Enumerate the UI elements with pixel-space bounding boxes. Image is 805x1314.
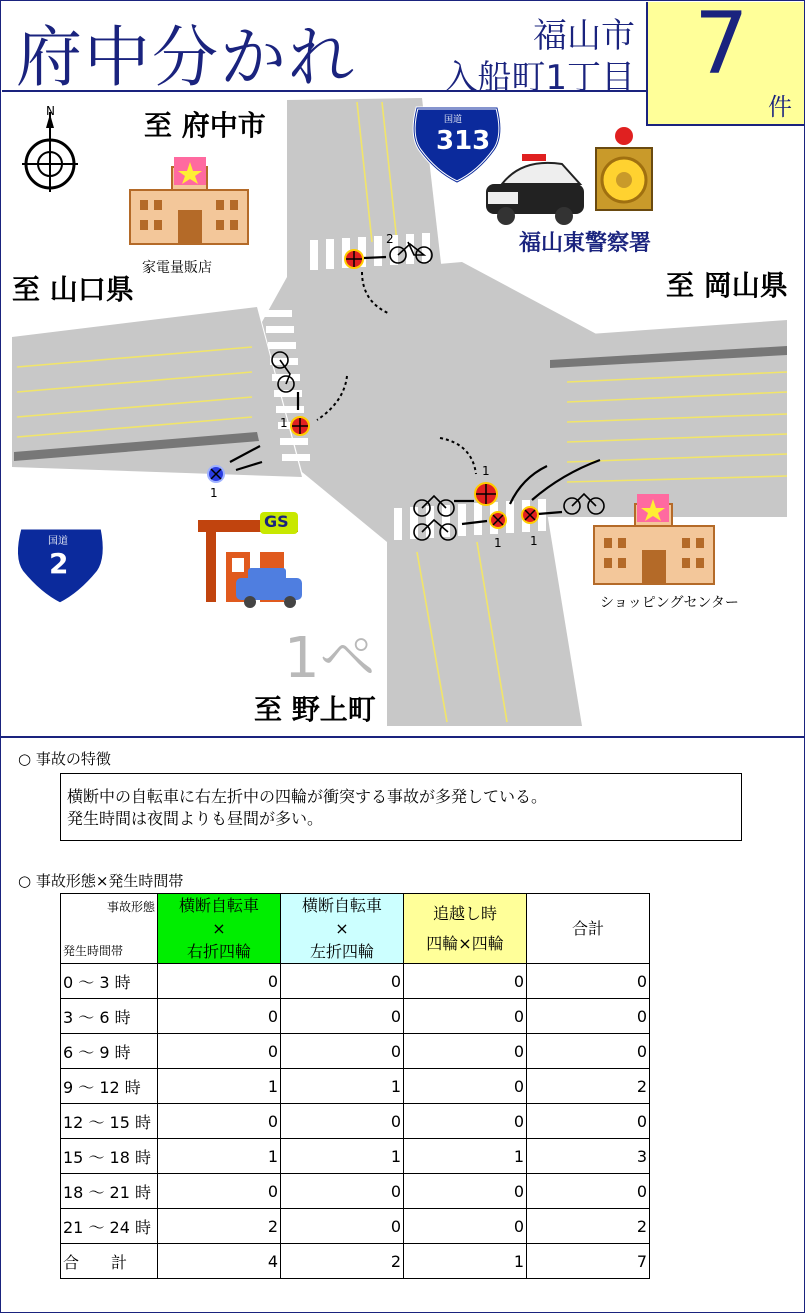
route-313-number: 313 [436, 126, 491, 156]
route-313-caption: 国道 [444, 115, 463, 125]
count-cell: 0 [527, 999, 650, 1034]
features-box [60, 773, 742, 841]
count-cell: 0 [281, 1209, 404, 1244]
corner-top-label: 事故形態 [106, 900, 155, 914]
direction-south-label: 至 野上町 [254, 693, 376, 726]
direction-north-label: 至 府中市 [144, 109, 266, 142]
accident-marker-icon [345, 250, 363, 268]
count-cell: 0 [281, 1034, 404, 1069]
table-row [61, 1034, 650, 1069]
compass-icon [22, 112, 78, 192]
count-cell: 0 [527, 1174, 650, 1209]
intersection-map [2, 92, 803, 736]
electronics-store-label: 家電量販店 [142, 260, 212, 276]
column-header-line: 追越し時 [432, 903, 497, 923]
column-header-line: 左折四輪 [309, 942, 374, 961]
police-station-label: 福山東警察署 [519, 231, 652, 256]
count-cell: 2 [527, 1069, 650, 1104]
count-cell: 0 [404, 1034, 527, 1069]
time-band-cell: 0 ～ 3 時 [61, 964, 158, 999]
city-name: 福山市 [533, 16, 635, 56]
address: 入船町1丁目 [443, 58, 635, 98]
page-title: 府中分かれ [16, 19, 356, 96]
table-heading: ○ 事故形態×発生時間帯 [18, 872, 184, 890]
police-emblem-icon [596, 127, 652, 210]
table-row [61, 1174, 650, 1209]
count-cell: 0 [281, 1174, 404, 1209]
features-line: 横断中の自転車に右左折中の四輪が衝突する事故が多発している。 [67, 787, 548, 806]
column-header-line: × [212, 919, 226, 938]
direction-east-label: 至 岡山県 [666, 269, 788, 302]
column-header-line: 四輪×四輪 [426, 933, 504, 953]
accident-marker-icon [522, 507, 538, 523]
column-header-line: 横断自転車 [178, 896, 259, 915]
count-cell: 7 [527, 1244, 650, 1279]
time-band-cell: 15 ～ 18 時 [61, 1139, 158, 1174]
marker-count: 1 [280, 416, 288, 430]
features-heading: ○ 事故の特徴 [18, 750, 111, 768]
count-cell: 0 [404, 999, 527, 1034]
count-cell: 0 [158, 999, 281, 1034]
accident-marker-icon [291, 417, 309, 435]
time-band-cell: 12 ～ 15 時 [61, 1104, 158, 1139]
count-cell: 0 [404, 1209, 527, 1244]
count-cell: 1 [281, 1069, 404, 1104]
accident-marker-icon [475, 483, 497, 505]
accident-count-unit: 件 [768, 93, 792, 121]
count-cell: 2 [281, 1244, 404, 1279]
table-row [61, 1069, 650, 1104]
count-cell: 4 [158, 1244, 281, 1279]
count-cell: 0 [527, 964, 650, 999]
column-header-line: 横断自転車 [301, 896, 382, 915]
time-band-cell: 9 ～ 12 時 [61, 1069, 158, 1104]
page-watermark: 1ペ [284, 626, 376, 691]
count-cell: 0 [404, 964, 527, 999]
table-row [61, 1104, 650, 1139]
table-row [61, 1244, 650, 1279]
table-corner [61, 894, 158, 964]
count-cell: 1 [404, 1244, 527, 1279]
count-cell: 1 [158, 1139, 281, 1174]
count-cell: 0 [281, 1104, 404, 1139]
marker-count: 1 [494, 536, 502, 550]
count-cell: 1 [158, 1069, 281, 1104]
count-cell: 2 [158, 1209, 281, 1244]
map-svg [2, 92, 803, 736]
count-cell: 0 [404, 1104, 527, 1139]
road-south [387, 512, 582, 726]
count-cell: 1 [281, 1139, 404, 1174]
gas-station-label: GS [264, 512, 289, 531]
direction-west-label: 至 山口県 [12, 273, 134, 306]
route-2-number: 2 [49, 547, 69, 580]
count-cell: 2 [527, 1209, 650, 1244]
count-cell: 0 [281, 999, 404, 1034]
count-cell: 0 [158, 1104, 281, 1139]
police-car-icon [486, 154, 584, 225]
count-cell: 0 [527, 1104, 650, 1139]
count-cell: 3 [527, 1139, 650, 1174]
electronics-store-icon [130, 157, 248, 244]
count-cell: 0 [158, 964, 281, 999]
marker-count: 1 [482, 464, 490, 478]
features-line: 発生時間は夜間よりも昼間が多い。 [67, 809, 324, 828]
section-divider [0, 736, 805, 738]
column-header [158, 894, 281, 964]
column-header [281, 894, 404, 964]
table-row [61, 1209, 650, 1244]
count-cell: 1 [404, 1139, 527, 1174]
table-row [61, 964, 650, 999]
table-row [61, 999, 650, 1034]
shopping-center-label: ショッピングセンター [600, 595, 739, 611]
column-header-line: × [335, 919, 349, 938]
accident-marker-icon [490, 512, 506, 528]
table-body [61, 964, 650, 1279]
count-cell: 0 [158, 1034, 281, 1069]
count-cell: 0 [404, 1174, 527, 1209]
accident-marker-icon [208, 466, 224, 482]
count-cell: 0 [158, 1174, 281, 1209]
marker-count: 2 [386, 232, 394, 246]
count-cell: 0 [281, 964, 404, 999]
count-cell: 0 [404, 1069, 527, 1104]
marker-count: 1 [210, 486, 218, 500]
column-header-line: 右折四輪 [186, 942, 251, 961]
corner-bottom-label: 発生時間帯 [63, 944, 124, 958]
table-row [61, 1139, 650, 1174]
north-label: N [46, 104, 55, 118]
time-band-cell: 21 ～ 24 時 [61, 1209, 158, 1244]
table-header-row [61, 894, 650, 964]
time-band-cell: 3 ～ 6 時 [61, 999, 158, 1034]
marker-count: 1 [530, 534, 538, 548]
column-header [404, 894, 527, 964]
accident-count: 7 [694, 0, 749, 94]
time-band-cell: 6 ～ 9 時 [61, 1034, 158, 1069]
column-header: 合計 [527, 894, 650, 964]
route-2-caption: 国道 [48, 536, 68, 547]
count-cell: 0 [527, 1034, 650, 1069]
time-band-cell: 合 計 [61, 1244, 158, 1279]
time-band-cell: 18 ～ 21 時 [61, 1174, 158, 1209]
accident-table [60, 893, 650, 1279]
